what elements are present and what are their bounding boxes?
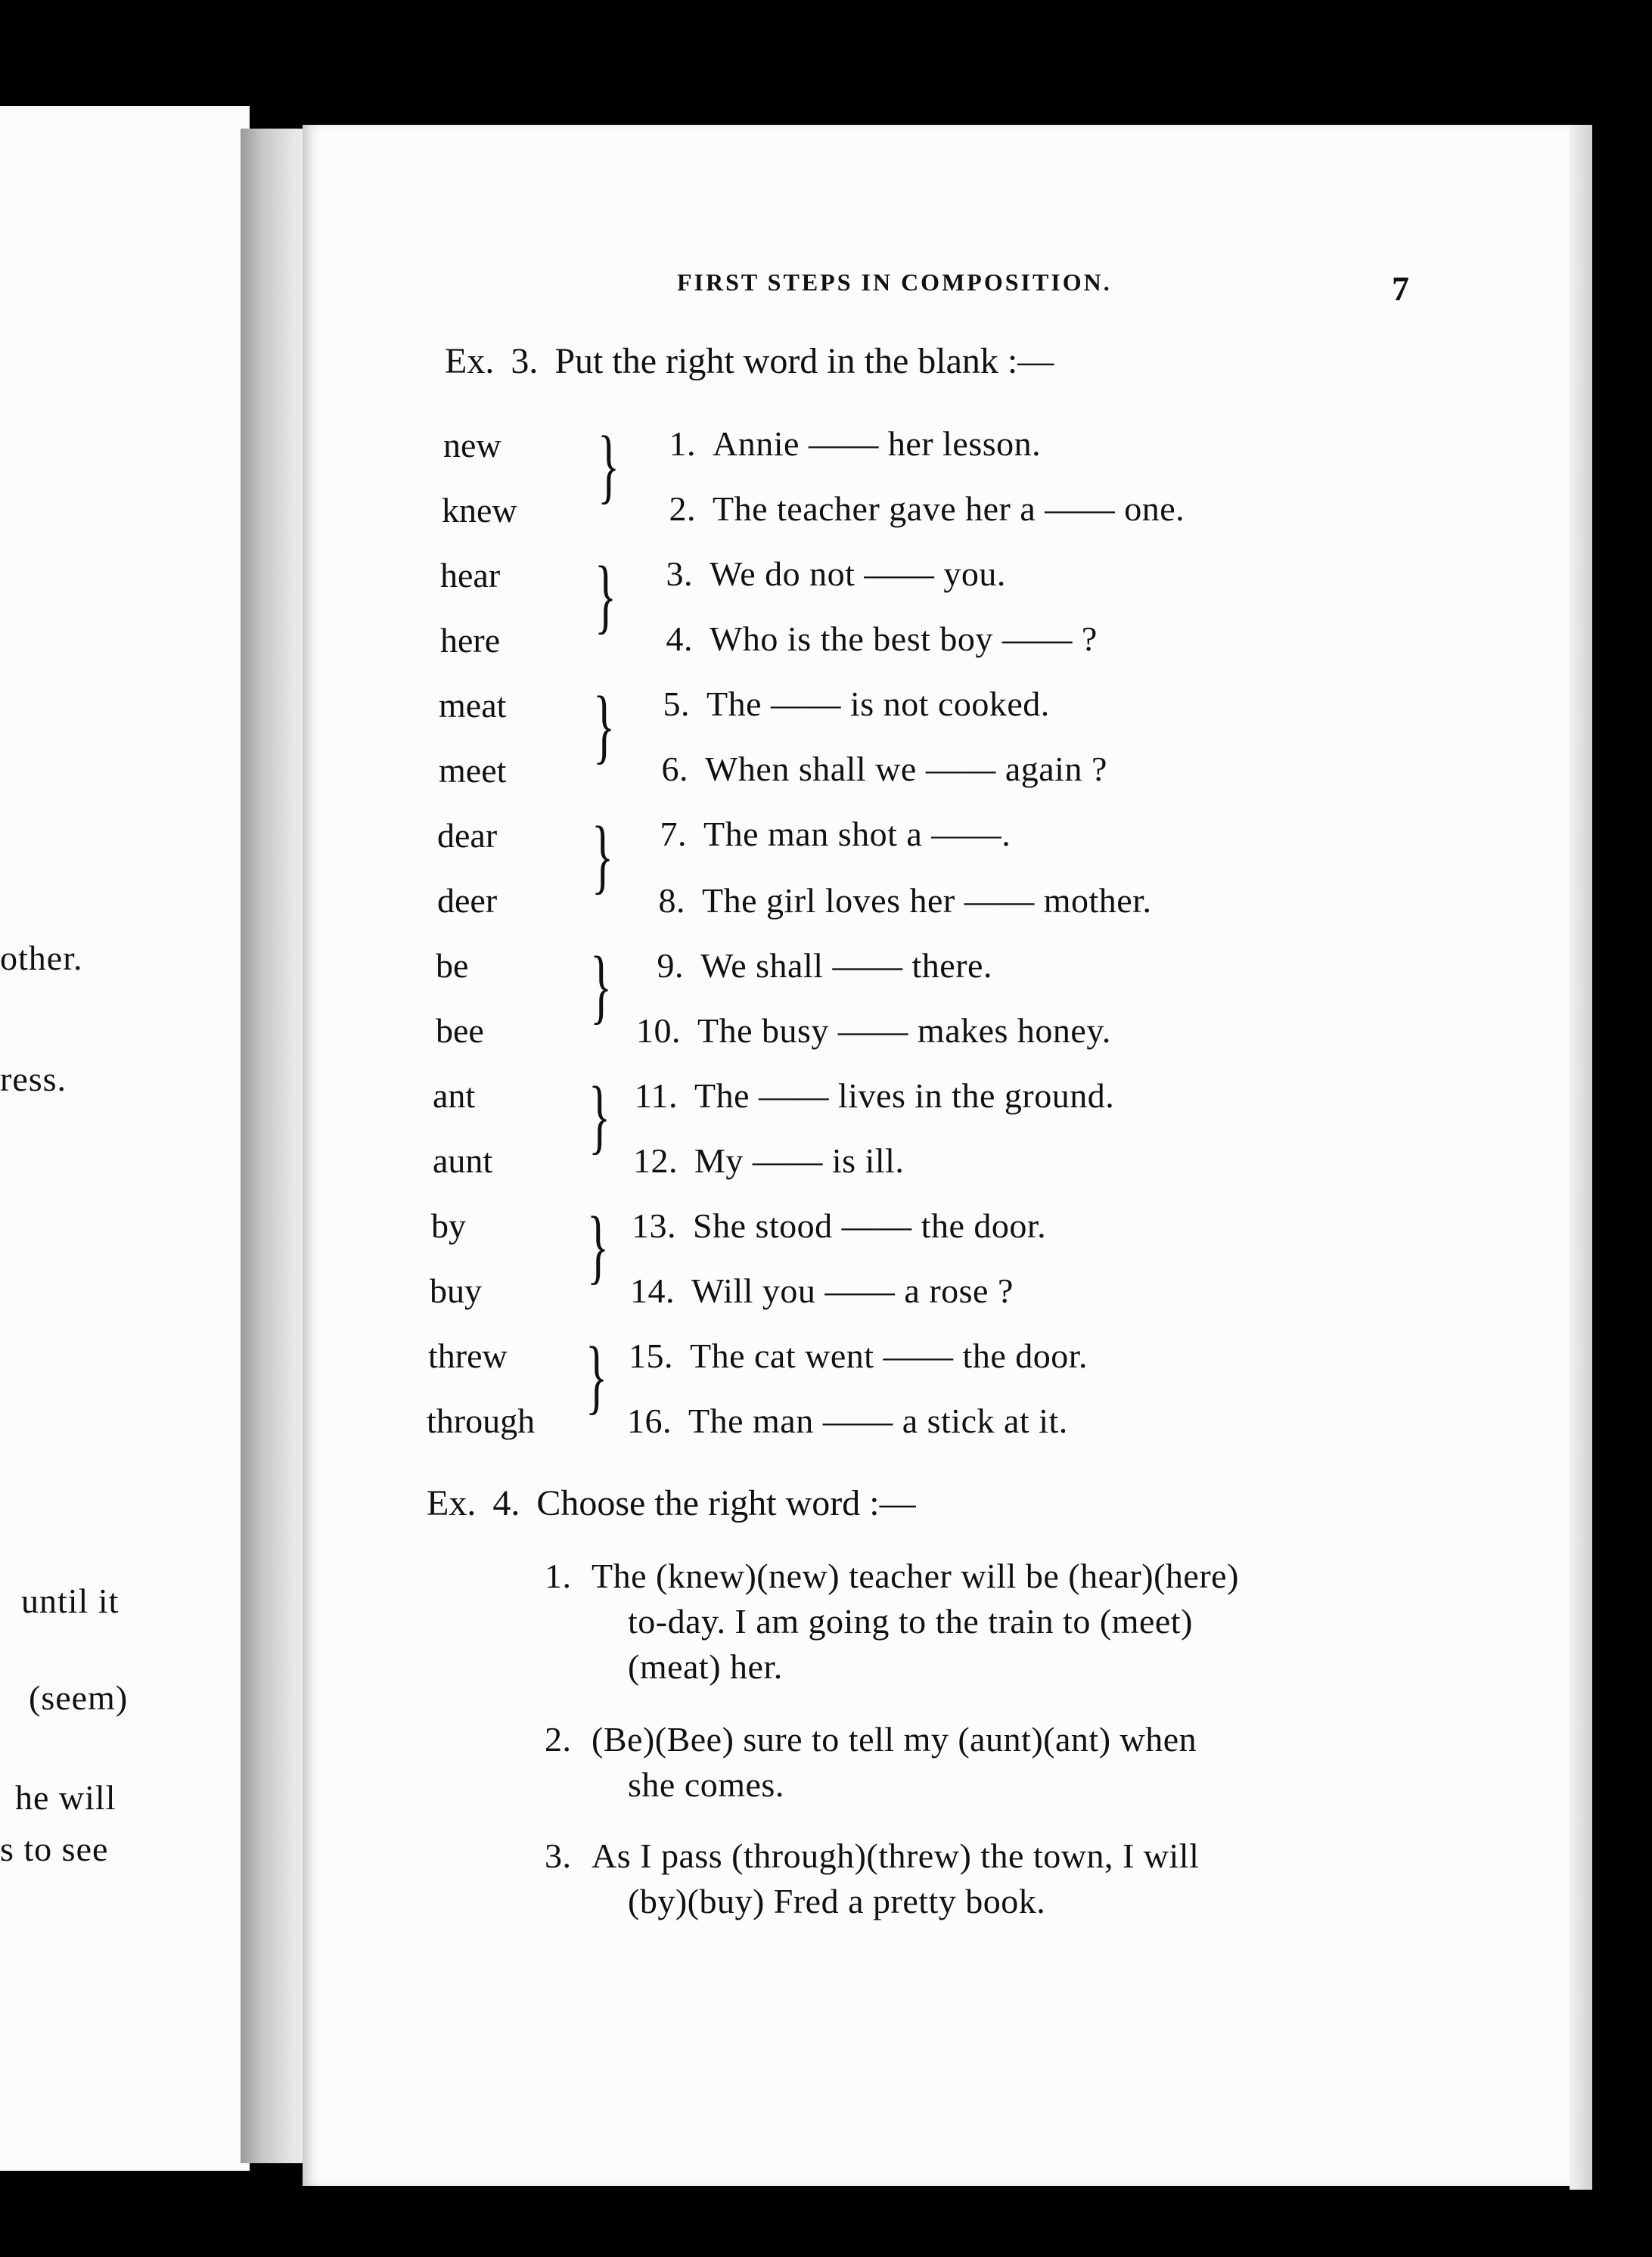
sentence-text: The girl loves her —— mother. bbox=[702, 881, 1152, 920]
sentence-number: 10. bbox=[636, 1011, 681, 1050]
pair-word: bee bbox=[436, 1011, 484, 1050]
pair-word: aunt bbox=[433, 1141, 493, 1180]
sentence-number: 2. bbox=[669, 489, 696, 528]
pair-word: threw bbox=[428, 1337, 508, 1375]
sentence-item bbox=[643, 749, 1107, 789]
sentence-text: We do not —— you. bbox=[710, 554, 1006, 593]
sentence-number: 5. bbox=[663, 685, 690, 723]
sentence-number: 9. bbox=[657, 946, 684, 985]
sentence-text: The cat went —— the door. bbox=[690, 1337, 1088, 1375]
sentence-item bbox=[632, 1076, 1114, 1116]
brace-icon: } bbox=[598, 419, 620, 511]
sentence-text: The man —— a stick at it. bbox=[688, 1402, 1068, 1440]
sentence-text: The busy —— makes honey. bbox=[697, 1011, 1111, 1050]
page-number: 7 bbox=[1392, 269, 1409, 308]
left-page-fragment: until it bbox=[21, 1582, 120, 1620]
exercise-instruction: Put the right word in the blank :— bbox=[554, 341, 1054, 381]
sentence-item bbox=[651, 424, 1041, 464]
sentence-number: 13. bbox=[632, 1206, 676, 1245]
page-edge bbox=[1570, 125, 1592, 2190]
sentence-text: Will you —— a rose ? bbox=[691, 1271, 1014, 1310]
pair-word: be bbox=[436, 946, 469, 985]
sentence-number: 4. bbox=[666, 619, 693, 658]
sentence-text: Annie —— her lesson. bbox=[713, 424, 1042, 463]
exercise-number: 4. bbox=[492, 1483, 520, 1523]
sentence-item bbox=[632, 1141, 904, 1181]
sentence-item bbox=[626, 1401, 1068, 1441]
brace-icon: } bbox=[585, 1330, 608, 1422]
sentence-item bbox=[647, 554, 1006, 594]
exercise-instruction: Choose the right word :— bbox=[536, 1483, 916, 1523]
pair-word: dear bbox=[437, 816, 498, 855]
brace-icon: } bbox=[588, 1070, 611, 1162]
sentence-text: The —— lives in the ground. bbox=[694, 1076, 1115, 1115]
sentence-item bbox=[651, 489, 1185, 529]
sentence-text: The teacher gave her a —— one. bbox=[713, 489, 1185, 528]
sentence-text: When shall we —— again ? bbox=[705, 750, 1107, 788]
sentence-text: We shall —— there. bbox=[700, 946, 992, 985]
exercise-number: 3. bbox=[511, 341, 539, 381]
pair-word: knew bbox=[442, 491, 517, 529]
sentence-number: 11. bbox=[634, 1076, 678, 1115]
choose-item-number: 1. bbox=[545, 1557, 572, 1595]
choose-item-line: (by)(buy) Fred a pretty book. bbox=[628, 1882, 1046, 1920]
sentence-item bbox=[647, 619, 1098, 659]
choose-item bbox=[545, 1833, 1399, 1924]
pair-word: deer bbox=[437, 881, 498, 920]
pair-word: hear bbox=[440, 556, 501, 595]
sentence-item bbox=[628, 1336, 1088, 1376]
pair-word: buy bbox=[430, 1271, 482, 1310]
pair-word: here bbox=[440, 621, 501, 660]
pair-word: meet bbox=[439, 751, 507, 790]
choose-item-line: The (knew)(new) teacher will be (hear)(here) bbox=[592, 1557, 1239, 1595]
sentence-number: 12. bbox=[633, 1141, 678, 1180]
sentence-number: 3. bbox=[666, 554, 693, 593]
sentence-text: The —— is not cooked. bbox=[706, 685, 1050, 723]
brace-icon: } bbox=[595, 549, 617, 641]
exercise-label: Ex. bbox=[445, 341, 495, 381]
exercise-3-heading bbox=[445, 340, 1054, 382]
choose-item bbox=[545, 1554, 1399, 1690]
pair-word: meat bbox=[439, 686, 507, 725]
sentence-number: 7. bbox=[660, 815, 687, 853]
pair-word: ant bbox=[433, 1076, 476, 1115]
choose-item-line: to-day. I am going to the train to (meet) bbox=[628, 1602, 1193, 1641]
choose-item bbox=[545, 1717, 1399, 1808]
sentence-item bbox=[640, 880, 1152, 920]
sentence-item bbox=[644, 684, 1050, 724]
left-page-fragment: ress. bbox=[0, 1060, 67, 1098]
pair-word: by bbox=[431, 1206, 466, 1245]
running-head: FIRST STEPS IN COMPOSITION. bbox=[677, 269, 1112, 296]
choose-item-number: 3. bbox=[545, 1836, 572, 1875]
sentence-item bbox=[629, 1271, 1014, 1311]
sentence-number: 15. bbox=[629, 1337, 673, 1375]
pair-word: through bbox=[427, 1402, 536, 1440]
left-page-fragment: s to see bbox=[0, 1830, 109, 1868]
sentence-number: 6. bbox=[661, 750, 688, 788]
sentence-text: Who is the best boy —— ? bbox=[710, 619, 1098, 658]
exercise-4-heading bbox=[427, 1482, 916, 1524]
sentence-text: The man shot a ——. bbox=[703, 815, 1011, 853]
brace-icon: } bbox=[593, 679, 616, 771]
sentence-number: 8. bbox=[658, 881, 685, 920]
choose-item-line: (Be)(Bee) sure to tell my (aunt)(ant) when bbox=[592, 1720, 1197, 1759]
sentence-number: 1. bbox=[669, 424, 696, 463]
sentence-text: My —— is ill. bbox=[694, 1141, 905, 1180]
left-page-fragment: (seem) bbox=[29, 1678, 129, 1717]
left-page bbox=[0, 106, 250, 2171]
left-page-fragment: he will bbox=[15, 1778, 116, 1817]
sentence-item bbox=[635, 1011, 1111, 1051]
choose-item-line: As I pass (through)(threw) the town, I will bbox=[592, 1836, 1200, 1875]
pair-word: new bbox=[443, 426, 502, 464]
choose-item-line: (meat) her. bbox=[628, 1647, 783, 1686]
exercise-label: Ex. bbox=[427, 1483, 477, 1523]
sentence-number: 14. bbox=[630, 1271, 675, 1310]
brace-icon: } bbox=[587, 1200, 610, 1292]
sentence-item bbox=[631, 1206, 1046, 1246]
sentence-item bbox=[638, 945, 992, 986]
brace-icon: } bbox=[590, 939, 613, 1032]
sentence-text: She stood —— the door. bbox=[693, 1206, 1047, 1245]
sentence-number: 16. bbox=[627, 1402, 672, 1440]
left-page-fragment: other. bbox=[0, 939, 83, 977]
choose-item-line: she comes. bbox=[628, 1765, 784, 1804]
sentence-item bbox=[641, 814, 1011, 854]
brace-icon: } bbox=[592, 809, 614, 902]
choose-item-number: 2. bbox=[545, 1720, 572, 1759]
